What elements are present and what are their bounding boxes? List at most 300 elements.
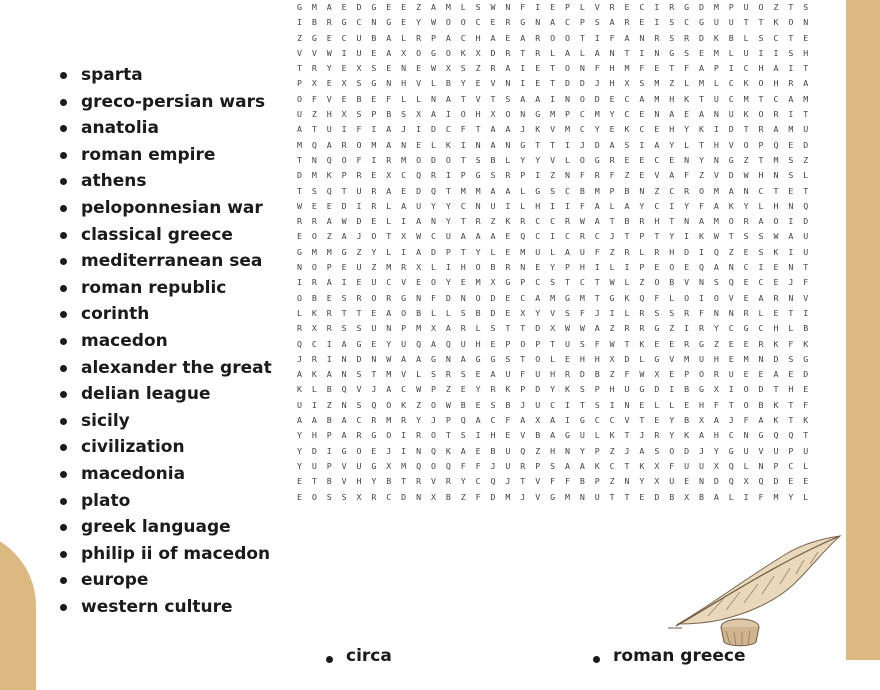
grid-letter: X [550, 323, 556, 334]
grid-letter: E [505, 32, 511, 43]
list-item: alexander the great [56, 355, 286, 382]
grid-letter: D [773, 476, 779, 487]
grid-letter: R [639, 216, 645, 227]
grid-letter: R [520, 460, 526, 471]
grid-letter: U [743, 2, 749, 12]
grid-letter: E [460, 277, 466, 288]
grid-letter: S [594, 17, 600, 28]
grid-letter: G [698, 338, 704, 349]
grid-letter: T [788, 415, 794, 426]
grid-letter: A [773, 63, 779, 74]
grid-letter: Y [445, 277, 451, 288]
grid-letter: T [579, 32, 585, 43]
grid-letter: S [713, 277, 719, 288]
grid-letter: E [669, 338, 675, 349]
grid-letter: Q [416, 338, 422, 349]
grid-letter: R [773, 292, 779, 303]
grid-letter: T [564, 277, 570, 288]
grid-letter: P [341, 170, 347, 181]
grid-letter: W [326, 47, 332, 58]
grid-letter: Z [490, 216, 496, 227]
grid-letter: H [713, 353, 719, 364]
grid-letter: E [326, 78, 332, 89]
grid-letter: A [326, 216, 332, 227]
grid-letter: T [535, 139, 541, 150]
grid-letter: P [594, 384, 600, 395]
grid-letter: W [579, 323, 585, 334]
grid-letter: U [490, 200, 496, 211]
grid-letter: P [520, 277, 526, 288]
grid-letter: D [356, 353, 362, 364]
grid-letter: T [550, 78, 556, 89]
grid-letter: N [386, 78, 392, 89]
grid-letter: I [743, 491, 749, 502]
grid-letter: L [401, 93, 407, 104]
grid-letter: A [445, 32, 451, 43]
grid-letter: N [564, 170, 570, 181]
grid-letter: M [654, 93, 660, 104]
grid-letter: H [579, 262, 585, 273]
grid-letter: C [579, 109, 585, 120]
grid-letter: P [788, 445, 794, 456]
grid-letter: D [624, 353, 630, 364]
grid-letter: R [490, 63, 496, 74]
grid-letter: K [505, 216, 511, 227]
grid-row [292, 459, 813, 474]
grid-letter: L [520, 200, 526, 211]
grid-letter: B [416, 307, 422, 318]
grid-letter: S [788, 47, 794, 58]
grid-letter: S [356, 78, 362, 89]
grid-letter: A [698, 216, 704, 227]
grid-letter: R [758, 338, 764, 349]
grid-letter: K [684, 430, 690, 441]
grid-letter: E [669, 369, 675, 380]
grid-letter: V [416, 78, 422, 89]
grid-row [292, 46, 813, 61]
grid-letter: O [758, 78, 764, 89]
grid-letter: Y [296, 445, 302, 456]
grid-letter: R [639, 323, 645, 334]
grid-letter: E [654, 124, 660, 135]
grid-letter: D [803, 216, 809, 227]
grid-letter: L [520, 185, 526, 196]
grid-letter: Y [445, 216, 451, 227]
grid-letter: G [311, 32, 317, 43]
grid-letter: U [311, 460, 317, 471]
grid-letter: O [460, 17, 466, 28]
grid-letter: M [311, 170, 317, 181]
grid-letter: C [728, 93, 734, 104]
grid-letter: Q [311, 139, 317, 150]
decorative-left-arch [0, 530, 36, 690]
grid-letter: T [460, 246, 466, 257]
grid-letter: G [669, 47, 675, 58]
grid-letter: D [654, 491, 660, 502]
grid-letter: N [505, 139, 511, 150]
grid-letter: B [326, 476, 332, 487]
grid-letter: E [535, 78, 541, 89]
grid-letter: I [341, 277, 347, 288]
grid-letter: H [475, 338, 481, 349]
list-item: macedonia [56, 461, 286, 488]
grid-letter: E [401, 17, 407, 28]
grid-letter: A [445, 93, 451, 104]
grid-letter: O [445, 47, 451, 58]
grid-letter: E [535, 262, 541, 273]
grid-letter: R [535, 47, 541, 58]
grid-letter: I [311, 399, 317, 410]
grid-letter: N [758, 353, 764, 364]
grid-letter: D [341, 200, 347, 211]
grid-letter: J [401, 124, 407, 135]
grid-letter: R [520, 216, 526, 227]
grid-letter: Z [743, 154, 749, 165]
grid-letter: U [728, 109, 734, 120]
grid-letter: T [639, 415, 645, 426]
grid-letter: H [535, 200, 541, 211]
grid-letter: I [401, 430, 407, 441]
grid-letter: D [535, 323, 541, 334]
grid-letter: B [669, 491, 675, 502]
grid-letter: G [371, 78, 377, 89]
grid-letter: I [609, 399, 615, 410]
grid-letter: X [311, 78, 317, 89]
grid-letter: R [609, 2, 615, 12]
grid-row [292, 168, 813, 183]
grid-letter: L [386, 216, 392, 227]
grid-letter: S [356, 369, 362, 380]
grid-letter: Y [684, 124, 690, 135]
grid-letter: X [445, 63, 451, 74]
grid-letter: R [386, 154, 392, 165]
grid-letter: E [743, 277, 749, 288]
grid-letter: F [788, 338, 794, 349]
grid-letter: N [743, 430, 749, 441]
grid-letter: G [728, 445, 734, 456]
list-item: sicily [56, 408, 286, 435]
grid-letter: G [758, 430, 764, 441]
grid-letter: I [564, 200, 570, 211]
grid-letter: P [684, 369, 690, 380]
grid-row [292, 214, 813, 229]
grid-letter: M [713, 47, 719, 58]
grid-letter: Q [430, 185, 436, 196]
grid-letter: Z [609, 369, 615, 380]
grid-letter: F [460, 460, 466, 471]
grid-letter: A [728, 185, 734, 196]
grid-letter: H [698, 399, 704, 410]
grid-letter: M [550, 292, 556, 303]
grid-letter: K [743, 78, 749, 89]
grid-letter: T [669, 216, 675, 227]
grid-letter: U [698, 460, 704, 471]
grid-letter: Y [669, 139, 675, 150]
grid-letter: D [430, 154, 436, 165]
grid-letter: U [713, 93, 719, 104]
list-item: corinth [56, 301, 286, 328]
grid-letter: V [728, 292, 734, 303]
grid-letter: N [416, 292, 422, 303]
grid-letter: N [401, 139, 407, 150]
grid-letter: Y [475, 246, 481, 257]
grid-letter: H [773, 200, 779, 211]
grid-letter: A [341, 338, 347, 349]
grid-letter: R [460, 323, 466, 334]
grid-letter: K [535, 124, 541, 135]
grid-letter: W [416, 384, 422, 395]
grid-letter: Y [416, 17, 422, 28]
grid-row [292, 474, 813, 489]
grid-letter: A [624, 32, 630, 43]
grid-letter: Z [803, 154, 809, 165]
grid-letter: U [624, 384, 630, 395]
grid-letter: F [758, 491, 764, 502]
grid-letter: T [296, 154, 302, 165]
grid-letter: N [341, 369, 347, 380]
grid-letter: L [550, 246, 556, 257]
grid-letter: A [430, 2, 436, 12]
grid-letter: R [326, 17, 332, 28]
grid-letter: N [609, 47, 615, 58]
grid-letter: D [445, 292, 451, 303]
grid-letter: A [520, 93, 526, 104]
grid-letter: I [520, 63, 526, 74]
grid-letter: K [773, 17, 779, 28]
grid-letter: V [550, 154, 556, 165]
grid-letter: A [311, 415, 317, 426]
grid-letter: O [505, 109, 511, 120]
grid-letter: Q [520, 445, 526, 456]
grid-letter: S [788, 170, 794, 181]
grid-letter: W [430, 17, 436, 28]
grid-letter: I [758, 262, 764, 273]
grid-letter: H [803, 47, 809, 58]
grid-letter: C [520, 292, 526, 303]
grid-letter: C [550, 216, 556, 227]
grid-letter: F [579, 170, 585, 181]
grid-letter: R [684, 307, 690, 318]
grid-letter: L [505, 154, 511, 165]
grid-row [292, 229, 813, 244]
grid-letter: U [803, 445, 809, 456]
grid-letter: P [401, 323, 407, 334]
grid-letter: W [713, 231, 719, 242]
grid-letter: B [311, 17, 317, 28]
grid-letter: C [594, 231, 600, 242]
grid-letter: G [356, 338, 362, 349]
grid-letter: S [341, 292, 347, 303]
grid-letter: Y [713, 323, 719, 334]
grid-letter: R [371, 185, 377, 196]
grid-letter: F [609, 32, 615, 43]
grid-letter: U [356, 32, 362, 43]
grid-letter: E [326, 32, 332, 43]
grid-letter: J [698, 445, 704, 456]
grid-letter: T [743, 17, 749, 28]
grid-letter: E [684, 109, 690, 120]
grid-letter: E [386, 2, 392, 12]
grid-letter: U [803, 231, 809, 242]
grid-letter: N [564, 445, 570, 456]
list-item: philip ii of macedon [56, 541, 286, 568]
grid-letter: T [311, 476, 317, 487]
grid-letter: I [803, 307, 809, 318]
grid-letter: F [550, 476, 556, 487]
grid-letter: H [669, 93, 675, 104]
grid-letter: O [311, 262, 317, 273]
grid-letter: T [624, 338, 630, 349]
list-item: roman republic [56, 275, 286, 302]
grid-letter: J [490, 460, 496, 471]
grid-letter: C [460, 32, 466, 43]
grid-letter: E [341, 93, 347, 104]
grid-letter: Q [460, 415, 466, 426]
grid-letter: N [758, 460, 764, 471]
grid-letter: N [371, 17, 377, 28]
grid-letter: T [803, 185, 809, 196]
grid-letter: C [579, 124, 585, 135]
grid-letter: O [356, 445, 362, 456]
grid-letter: I [564, 415, 570, 426]
grid-letter: O [743, 139, 749, 150]
grid-letter: G [654, 323, 660, 334]
grid-letter: M [684, 353, 690, 364]
grid-letter: K [401, 399, 407, 410]
grid-letter: X [416, 262, 422, 273]
grid-letter: X [386, 460, 392, 471]
grid-letter: I [758, 47, 764, 58]
grid-letter: G [564, 292, 570, 303]
grid-letter: J [356, 231, 362, 242]
grid-letter: E [550, 2, 556, 12]
grid-letter: X [356, 491, 362, 502]
grid-letter: E [401, 2, 407, 12]
grid-letter: K [773, 399, 779, 410]
grid-letter: T [788, 307, 794, 318]
grid-letter: G [639, 384, 645, 395]
grid-letter: E [654, 338, 660, 349]
grid-letter: N [579, 63, 585, 74]
grid-letter: D [579, 78, 585, 89]
grid-letter: C [490, 415, 496, 426]
grid-letter: Y [698, 154, 704, 165]
grid-letter: I [564, 139, 570, 150]
grid-letter: O [728, 216, 734, 227]
grid-letter: A [594, 47, 600, 58]
grid-letter: I [326, 338, 332, 349]
grid-letter: U [743, 445, 749, 456]
grid-letter: P [758, 139, 764, 150]
grid-letter: O [669, 445, 675, 456]
grid-letter: I [788, 109, 794, 120]
grid-letter: L [758, 307, 764, 318]
grid-letter: M [564, 124, 570, 135]
grid-letter: Q [728, 476, 734, 487]
grid-letter: S [788, 154, 794, 165]
grid-letter: F [386, 93, 392, 104]
grid-letter: E [356, 277, 362, 288]
grid-letter: U [505, 460, 511, 471]
grid-letter: D [684, 445, 690, 456]
grid-letter: M [371, 139, 377, 150]
grid-letter: S [669, 307, 675, 318]
grid-letter: M [713, 216, 719, 227]
grid-letter: R [654, 32, 660, 43]
grid-letter: N [416, 445, 422, 456]
grid-letter: A [758, 292, 764, 303]
grid-letter: E [639, 109, 645, 120]
grid-letter: B [326, 384, 332, 395]
grid-letter: Q [445, 338, 451, 349]
grid-letter: S [564, 307, 570, 318]
grid-letter: M [520, 246, 526, 257]
grid-letter: T [624, 47, 630, 58]
grid-letter: C [609, 415, 615, 426]
grid-letter: F [624, 369, 630, 380]
grid-letter: D [416, 185, 422, 196]
grid-letter: I [550, 231, 556, 242]
grid-letter: Q [326, 154, 332, 165]
grid-letter: L [430, 78, 436, 89]
grid-letter: G [564, 430, 570, 441]
grid-letter: C [430, 231, 436, 242]
grid-letter: H [594, 353, 600, 364]
grid-letter: E [460, 384, 466, 395]
grid-letter: S [356, 109, 362, 120]
grid-letter: C [758, 323, 764, 334]
grid-letter: F [698, 200, 704, 211]
grid-letter: M [743, 353, 749, 364]
grid-letter: S [460, 63, 466, 74]
grid-letter: F [460, 124, 466, 135]
grid-letter: L [594, 430, 600, 441]
grid-letter: O [445, 154, 451, 165]
grid-letter: S [371, 63, 377, 74]
grid-letter: I [684, 231, 690, 242]
grid-letter: E [609, 93, 615, 104]
grid-letter: K [713, 32, 719, 43]
grid-letter: I [326, 353, 332, 364]
grid-letter: B [326, 415, 332, 426]
grid-letter: S [758, 32, 764, 43]
grid-letter: A [639, 445, 645, 456]
grid-letter: D [490, 491, 496, 502]
grid-letter: I [520, 78, 526, 89]
grid-letter: M [550, 109, 556, 120]
grid-letter: M [416, 323, 422, 334]
grid-letter: A [579, 460, 585, 471]
grid-letter: U [356, 47, 362, 58]
grid-letter: P [520, 170, 526, 181]
grid-letter: X [401, 231, 407, 242]
list-item: europe [56, 567, 286, 594]
grid-letter: J [594, 307, 600, 318]
grid-letter: E [296, 491, 302, 502]
grid-letter: B [579, 185, 585, 196]
grid-row [292, 199, 813, 214]
grid-letter: Z [416, 399, 422, 410]
grid-letter: Z [550, 170, 556, 181]
grid-letter: Y [684, 200, 690, 211]
grid-letter: A [698, 430, 704, 441]
grid-letter: B [758, 399, 764, 410]
grid-letter: A [564, 460, 570, 471]
grid-letter: P [773, 460, 779, 471]
grid-letter: O [475, 262, 481, 273]
grid-letter: W [490, 2, 496, 12]
grid-letter: B [490, 262, 496, 273]
